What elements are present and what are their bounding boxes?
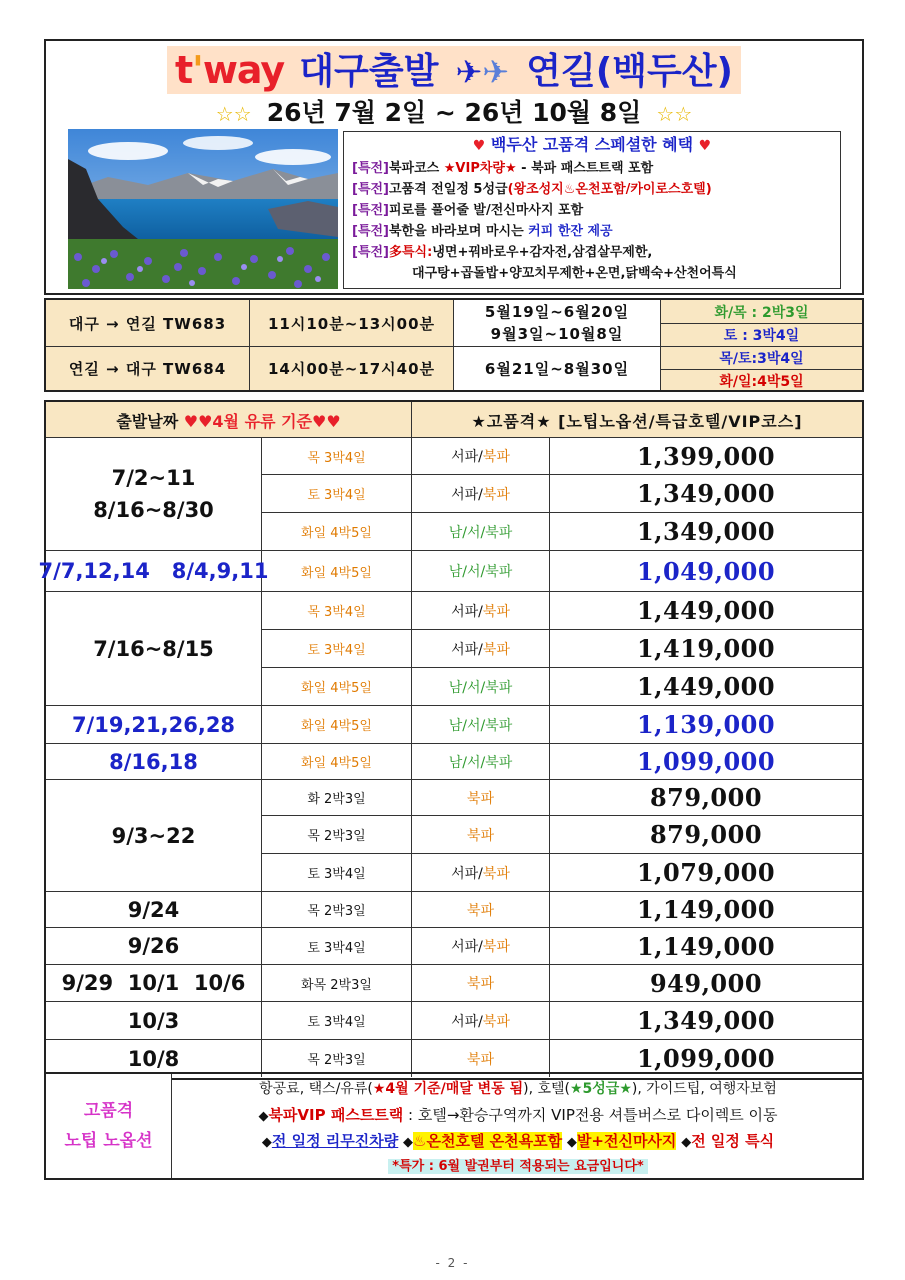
header-departure-date: [46, 402, 412, 438]
benefit-line: [352, 179, 842, 200]
title-origin: 대구출발: [299, 51, 439, 92]
flight-days: 토 : 3박4일: [723, 328, 800, 344]
course-part: 서파/: [451, 939, 483, 955]
flight-schedule-table: [44, 298, 864, 392]
note-text: ), 가이드팁, 여행자보험: [631, 1081, 777, 1097]
departure-dates: [46, 438, 262, 551]
course-part: 남/서/북파: [448, 754, 513, 771]
flight-time: 11시10분~13시00분: [250, 300, 454, 346]
notes-label: [46, 1074, 172, 1178]
tour-course: [412, 854, 550, 892]
tour-duration: 목 2박3일: [262, 1040, 412, 1077]
benefits-title: [344, 132, 840, 158]
diamond-icon: ◆: [261, 1135, 272, 1150]
title-row: [46, 46, 862, 96]
departure-dates: [46, 780, 262, 892]
tour-duration: 목 2박3일: [262, 816, 412, 854]
benefit-highlight: 多특식:: [389, 245, 433, 260]
benefit-tag: [특전]: [352, 245, 389, 260]
tour-course: [412, 706, 550, 744]
note-highlight: ★5성급★: [569, 1081, 632, 1097]
course-part: 북파: [482, 1013, 510, 1030]
benefit-tag: [특전]: [352, 182, 389, 197]
tour-price: 879,000: [550, 780, 862, 816]
course-part: 남/서/북파: [448, 564, 513, 580]
benefit-line: [412, 263, 902, 284]
tour-course: [412, 630, 550, 668]
course-part: 북파: [482, 865, 510, 882]
tour-course: [412, 928, 550, 965]
tour-duration: 화일 4박5일: [262, 513, 412, 551]
departure-dates: [38, 551, 269, 592]
tour-price: 1,139,000: [550, 706, 862, 744]
departure-dates: [46, 592, 262, 706]
tour-course: [412, 475, 550, 513]
tour-price: 1,149,000: [550, 892, 862, 928]
course-part: 북파: [482, 641, 510, 658]
benefit-highlight: ★VIP차량★: [443, 161, 517, 176]
benefit-highlight: (왕조성지♨온천포함/카이로스호텔): [507, 182, 712, 197]
flight-period-cell: [454, 300, 661, 346]
tour-course: [412, 513, 550, 551]
course-part: 북파: [482, 603, 510, 620]
inclusions-notes: [44, 1072, 864, 1180]
benefit-line: [352, 221, 842, 242]
benefits-box: [343, 131, 841, 289]
flight-days: 목/토:3박4일: [719, 351, 804, 367]
tour-price: 1,349,000: [550, 1002, 862, 1040]
tour-course: [412, 551, 550, 592]
diamond-icon: ◆: [258, 1109, 269, 1124]
diamond-icon: ◆: [403, 1135, 414, 1150]
benefits-title-text: 백두산 고품격 스페셜한 혜택: [490, 135, 694, 154]
departure-date-line: 7/2~11: [111, 466, 196, 490]
note-highlight: 북파VIP 패스트트랙: [268, 1106, 404, 1124]
page-number: - 2 -: [435, 1256, 470, 1270]
price-table: [38, 400, 864, 1080]
departure-date-line: 8/16,18: [109, 749, 198, 774]
tour-duration: 토 3박4일: [262, 630, 412, 668]
note-fasttrack: [176, 1102, 860, 1128]
baekdu-lake-photo: [68, 129, 338, 289]
course-part: 남/서/북파: [448, 717, 513, 734]
departure-dates: [46, 744, 262, 780]
note-highlight: *특가 : 6월 발권부터 적용되는 요금입니다*: [388, 1159, 647, 1174]
tour-price: 1,099,000: [636, 1044, 776, 1073]
departure-date-line: 10/3: [127, 1008, 180, 1033]
tour-course: [412, 668, 550, 706]
tour-course: [412, 592, 550, 630]
course-part: 북파: [466, 1051, 495, 1068]
notes-label-line: 고품격: [83, 1101, 134, 1121]
airplane-icon: ✈✈: [455, 53, 510, 91]
star-icon: ☆☆: [215, 102, 252, 126]
heart-icon: ♥: [472, 138, 486, 154]
flight-period: 5월19일~6월20일: [484, 303, 630, 321]
course-part: 서파/: [451, 641, 483, 658]
tour-duration: 화일 4박5일: [262, 744, 412, 780]
flight-days: 화/일:4박5일: [719, 374, 804, 390]
benefit-text: 북한을 바라보며 마시는: [389, 224, 529, 239]
course-part: 서파/: [451, 1013, 483, 1030]
departure-date-line: 7/16~8/15: [93, 636, 214, 661]
tour-duration: 토 3박4일: [262, 928, 412, 965]
tour-duration: 목 3박4일: [262, 592, 412, 630]
flight-time: 14시00분~17시40분: [250, 346, 454, 390]
header-panel: [44, 39, 864, 295]
note-special-fare: [176, 1154, 860, 1180]
header-departure-label: 출발날짜: [116, 411, 179, 431]
tour-duration: 화 2박3일: [262, 780, 412, 816]
tour-duration: 화목 2박3일: [262, 965, 412, 1002]
hot-spring-icon: ♨: [413, 1132, 427, 1150]
departure-dates: [46, 965, 262, 1002]
tour-price: 879,000: [550, 816, 862, 854]
tour-price: 1,449,000: [550, 668, 862, 706]
note-highlight: 전 일정 리무진차량: [271, 1132, 399, 1150]
tour-price: 1,419,000: [550, 630, 862, 668]
course-part: 남/서/북파: [448, 524, 513, 541]
course-part: 북파: [482, 449, 510, 465]
tour-course: [412, 965, 550, 1002]
note-text: : 호텔→환승구역까지 VIP전용 셔틀버스로 다이렉트 이동: [403, 1106, 778, 1124]
course-part: 북파: [482, 939, 510, 955]
departure-date-line: 10/8: [127, 1046, 180, 1071]
flight-period: 6월21일~8월30일: [454, 346, 661, 390]
tour-duration: 토 3박4일: [262, 854, 412, 892]
title-destination: 연길(백두산): [526, 51, 733, 92]
tour-price: 1,349,000: [550, 513, 862, 551]
benefit-text: 피로를 풀어줄 발/전신마사지 포함: [389, 203, 584, 218]
flight-route: 연길 → 대구 TW684: [46, 346, 250, 390]
star-icon: ☆☆: [656, 102, 693, 126]
departure-date-line: 7/7,12,14 8/4,9,11: [38, 559, 269, 583]
benefit-text: 고품격 전일정 5성급: [389, 182, 508, 197]
tour-course: [412, 744, 550, 780]
tour-duration: 목 2박3일: [262, 892, 412, 928]
tour-duration: 목 3박4일: [262, 438, 412, 475]
tour-price: 1,049,000: [550, 551, 862, 592]
course-part: 북파: [482, 486, 510, 503]
note-text: 항공료, 택스/유류(: [259, 1081, 373, 1097]
benefit-line: [352, 242, 842, 263]
course-part: 북파: [466, 976, 495, 992]
course-part: 서파/: [451, 603, 483, 620]
benefit-tag: [특전]: [352, 224, 389, 239]
note-benefits: [176, 1128, 860, 1154]
course-part: 북파: [466, 790, 495, 807]
departure-date-line: 9/29 10/1 10/6: [61, 971, 246, 995]
benefit-highlight: 커피 한잔 제공: [528, 224, 613, 239]
tour-price: 1,399,000: [550, 438, 862, 475]
note-highlight: ★4월 기준/매달 변동 됨: [372, 1081, 524, 1097]
departure-date-line: 9/3~22: [111, 823, 196, 848]
course-part: 남/서/북파: [448, 679, 513, 696]
departure-date-line: 9/26: [127, 934, 180, 958]
course-part: 북파: [466, 827, 495, 844]
benefit-tag: [특전]: [352, 203, 389, 218]
tour-duration: 화일 4박5일: [262, 551, 412, 592]
benefit-tag: [특전]: [352, 161, 389, 176]
course-part: 서파/: [451, 865, 483, 882]
benefit-text: 북파코스: [389, 161, 444, 176]
tour-price: 1,099,000: [550, 744, 862, 780]
departure-date-line: 7/19,21,26,28: [71, 712, 236, 737]
note-highlight: 발+전신마사지: [576, 1132, 677, 1150]
heart-icon: ♥: [698, 138, 712, 154]
departure-dates: [46, 1002, 262, 1040]
tour-course: [412, 816, 550, 854]
price-table-header: [46, 402, 862, 438]
tour-price: 949,000: [550, 965, 862, 1002]
departure-date-line: 8/16~8/30: [93, 498, 214, 522]
diamond-icon: ◆: [681, 1135, 692, 1150]
tour-price: 1,149,000: [550, 928, 862, 965]
note-text: ), 호텔(: [523, 1081, 570, 1097]
header-fuel-basis: ♥♥4월 유류 기준♥♥: [183, 411, 341, 431]
benefit-rest: 냉면+꿔바로우+감자전,삼겹살무제한,: [432, 245, 653, 260]
flight-route: 대구 → 연길 TW683: [46, 300, 250, 346]
benefit-line: [352, 158, 842, 179]
tour-price: 1,349,000: [550, 475, 862, 513]
period-row: [46, 95, 862, 131]
departure-dates: [46, 928, 262, 965]
tour-course: [412, 892, 550, 928]
departure-date-line: 9/24: [127, 897, 180, 922]
title-banner: [167, 46, 741, 94]
tour-duration: 화일 4박5일: [262, 706, 412, 744]
note-included: [176, 1076, 860, 1102]
notes-label-line: 노팁 노옵션: [64, 1131, 153, 1151]
flight-days: 화/목 : 2박3일: [714, 305, 809, 321]
tour-duration: 토 3박4일: [262, 475, 412, 513]
flight-period: 9월3일~10월8일: [490, 325, 624, 343]
diamond-icon: ◆: [566, 1135, 577, 1150]
tour-course: [412, 780, 550, 816]
departure-dates: [46, 892, 262, 928]
benefit-text: 대구탕+곱돌밥+양꼬치무제한+온면,닭백숙+산천어특식: [412, 266, 737, 281]
benefit-line: [352, 200, 842, 221]
course-part: 북파: [466, 902, 495, 919]
course-part: 서파/: [451, 449, 483, 465]
tour-price: 1,079,000: [550, 854, 862, 892]
note-highlight: 온천호텔 온천욕포함: [426, 1132, 563, 1150]
benefit-rest: - 북파 패스트트랙 포함: [516, 161, 654, 176]
header-premium-course: ★고품격★ [노팁노옵션/특급호텔/VIP코스]: [471, 411, 803, 431]
course-part: 서파/: [451, 486, 483, 503]
travel-period: 26년 7월 2일 ~ 26년 10월 8일: [266, 98, 642, 127]
tour-course: [412, 438, 550, 475]
tour-course: [412, 1002, 550, 1040]
tour-duration: 토 3박4일: [262, 1002, 412, 1040]
tour-duration: 화일 4박5일: [262, 668, 412, 706]
tour-price: 1,449,000: [550, 592, 862, 630]
note-highlight: 전 일정 특식: [691, 1132, 775, 1150]
brand-logo: t'way: [175, 48, 285, 92]
departure-dates: [46, 706, 262, 744]
